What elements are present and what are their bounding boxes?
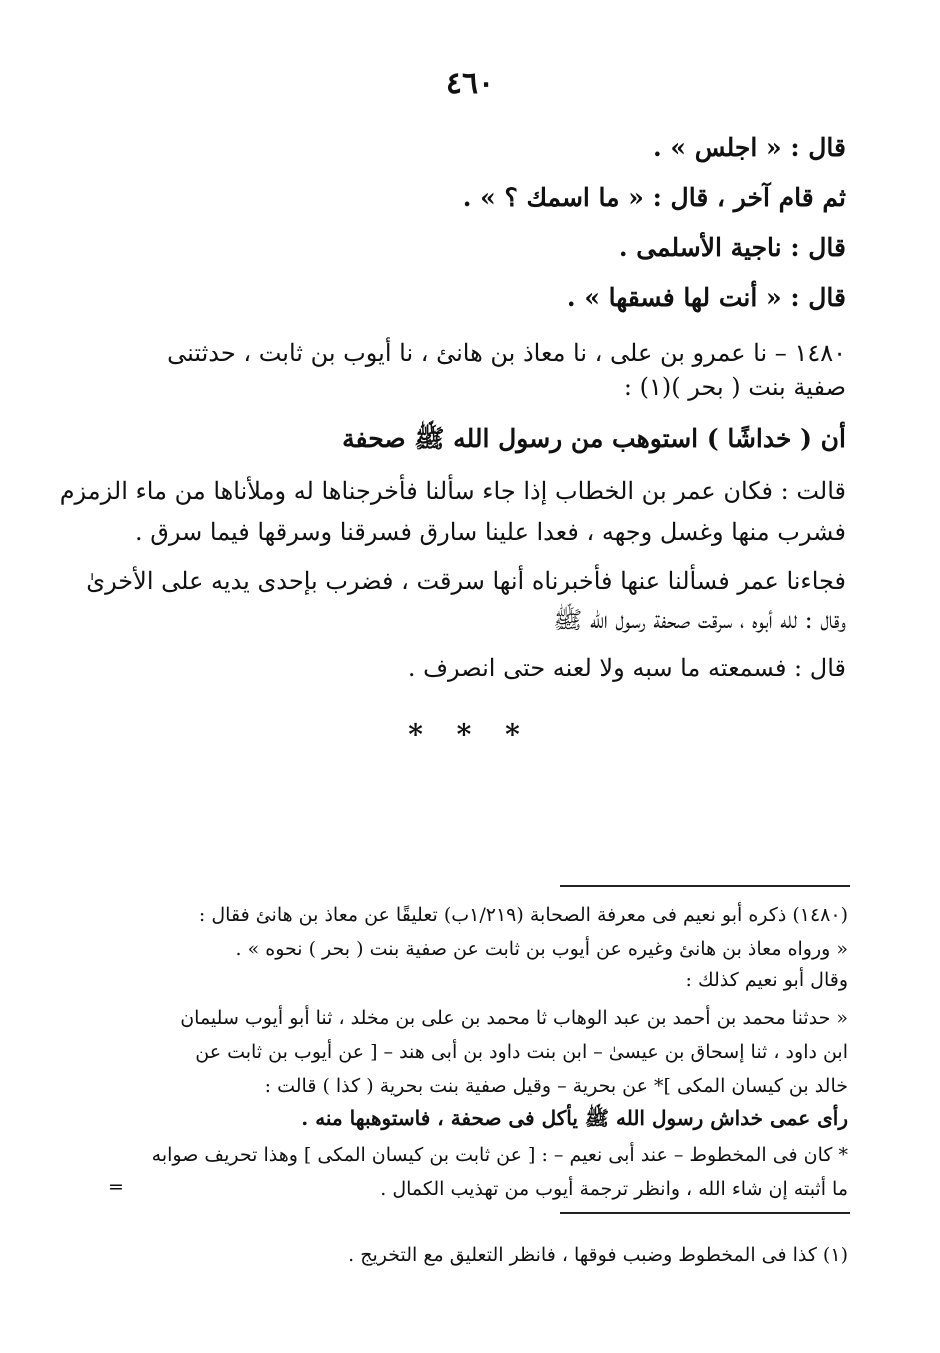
footnote-line: وقال أبو نعيم كذلك : [685, 969, 848, 991]
footnote-line: رأى عمى خداش رسول الله ﷺ يأكل فى صحفة ، فاستوهبها منه . [301, 1106, 848, 1130]
footnote-line: ابن داود ، ثنا إسحاق بن عيسىٰ – ابن بنت داود بن أبى هند – [ عن أيوب بن ثابت عن [195, 1041, 848, 1063]
section-separator: * * * [408, 718, 532, 751]
body-line: قال : « أنت لها فسقها » . [566, 283, 846, 312]
footnote-line: (١٤٨٠) ذكره أبو نعيم فى معرفة الصحابة (١/٢١٩ب) تعليقًا عن معاذ بن هانئ فقال : [198, 904, 848, 926]
footnote-line: (١) كذا فى المخطوط وضبب فوقها ، فانظر التعليق مع التخريج . [348, 1244, 848, 1266]
continuation-mark: = [108, 1176, 124, 1198]
body-line: قال : فسمعته ما سبه ولا لعنه حتى انصرف . [407, 654, 846, 682]
body-line: قال : « اجلس » . [653, 133, 846, 162]
footnote-line: « حدثنا محمد بن أحمد بن عبد الوهاب ثا محمد بن على بن مخلد ، ثنا أبو أيوب سليمان [180, 1007, 848, 1029]
footnote-rule [560, 1212, 850, 1214]
body-line: وقال : لله أبوه ، سرقت صحفة رسول الله ﷺ [553, 606, 846, 634]
body-line: قال : ناجية الأسلمى . [618, 233, 846, 262]
footnote-line: خالد بن كيسان المكى ]* عن بحرية – وقيل صفية بنت بحرية ( كذا ) قالت : [264, 1075, 848, 1097]
body-line: فجاءنا عمر فسألنا عنها فأخبرناه أنها سرقت ، فضرب بإحدى يديه على الأخرىٰ [86, 567, 846, 595]
body-line: أن ( خداشًا ) استوهب من رسول الله ﷺ صحفة [342, 424, 846, 453]
footnote-line: * كان فى المخطوط – عند أبى نعيم – : [ عن ثابت بن كيسان المكى ] وهذا تحريف صوابه [151, 1144, 848, 1166]
body-line: قالت : فكان عمر بن الخطاب إذا جاء سألنا فأخرجناها له وملأناها من ماء الزمزم [59, 477, 846, 505]
body-line: ثم قام آخر ، قال : « ما اسمك ؟ » . [462, 183, 846, 212]
body-line: فشرب منها وغسل وجهه ، فعدا علينا سارق فسرقنا وسرقها فيما سرق . [134, 518, 846, 546]
body-line: ١٤٨٠ – نا عمرو بن على ، نا معاذ بن هانئ ، نا أيوب بن ثابت ، حدثتنى [167, 339, 846, 367]
footnote-rule [560, 885, 850, 887]
body-line: صفية بنت ( بحر )(١) : [623, 373, 846, 401]
page-number: ٤٦٠ [445, 66, 495, 101]
footnote-line: ما أثبته إن شاء الله ، وانظر ترجمة أيوب من تهذيب الكمال . [380, 1178, 848, 1200]
footnote-line: « ورواه معاذ بن هانئ وغيره عن أيوب بن ثابت عن صفية بنت ( بحر ) نحوه » . [235, 938, 848, 960]
